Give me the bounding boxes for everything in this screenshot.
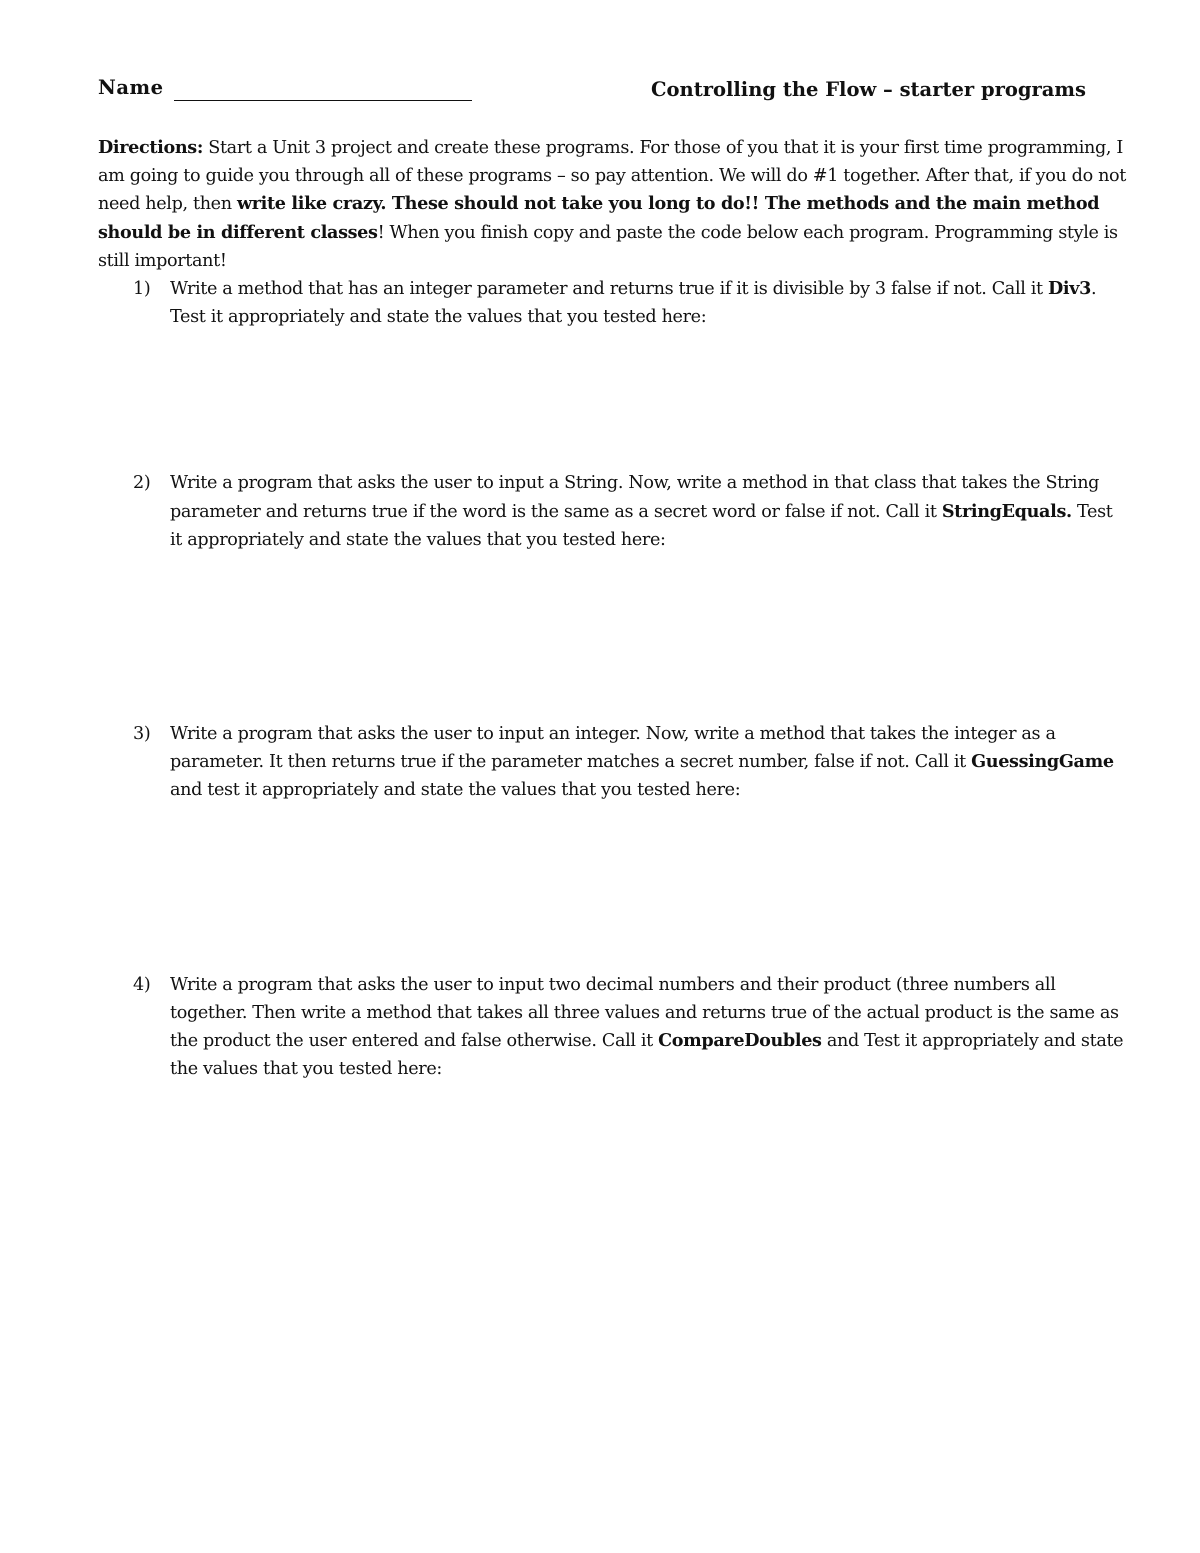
question-number: 2) — [133, 473, 151, 494]
question-number: 3) — [133, 724, 151, 745]
question-4 — [98, 971, 1128, 1084]
worksheet-title: Controlling the Flow – starter programs — [651, 78, 1087, 101]
program-name: StringEquals. — [941, 500, 1072, 522]
directions-text-part1: Start a Unit 3 project and create these programs. For those of you that it is your first time programming, I am going to guide you through all of these programs – so pay attention. We will do #1 together. After that, if you do not need help, then — [98, 138, 1127, 215]
answer-space-1 — [98, 331, 1128, 469]
question-3 — [98, 720, 1128, 805]
directions-text-part2: ! When you finish copy and paste the code below each program. Programming style is still important! — [98, 222, 1118, 271]
worksheet-header — [98, 74, 1128, 108]
directions-paragraph — [98, 134, 1128, 275]
question-number: 1) — [133, 279, 151, 300]
program-name: CompareDoubles — [658, 1030, 822, 1052]
question-text: Write a program that asks the user to input an integer. Now, write a method that takes the integer as a parameter. It then returns true if the parameter matches a secret number, false if not. Call it — [170, 724, 1056, 773]
question-list — [98, 275, 1128, 1083]
program-name: Div3 — [1047, 278, 1091, 300]
question-1 — [98, 275, 1128, 331]
question-text-end: and test it appropriately and state the values that you tested here: — [170, 780, 741, 801]
program-name: GuessingGame — [971, 751, 1114, 773]
question-text: Write a program that asks the user to input a String. Now, write a method in that class that takes the String parameter and returns true if the word is the same as a secret word or false if not. Call it — [170, 473, 1100, 522]
name-blank-line — [174, 100, 472, 101]
question-2 — [98, 469, 1128, 554]
question-text-end: Test it appropriately and state the values that you tested here: — [170, 501, 1113, 550]
answer-space-3 — [98, 805, 1128, 971]
question-text-end: and Test it appropriately and state the values that you tested here: — [170, 1031, 1124, 1080]
question-text-end: . Test it appropriately and state the values that you tested here: — [170, 279, 1097, 328]
question-text: Write a method that has an integer parameter and returns true if it is divisible by 3 false if not. Call it — [170, 279, 1048, 300]
worksheet-page — [98, 74, 1128, 1083]
question-number: 4) — [133, 974, 151, 995]
name-label: Name — [98, 76, 164, 99]
question-text: Write a program that asks the user to input two decimal numbers and their product (three numbers all together. Then write a method that takes all three values and returns true of the actual product is the same as the product the user entered and false otherwise. Call it — [170, 974, 1119, 1052]
answer-space-2 — [98, 554, 1128, 720]
directions-emphasis: write like crazy. These should not take you long to do!! The methods and the main method should be in different classes — [98, 193, 1100, 243]
directions-label: Directions: — [98, 137, 204, 158]
